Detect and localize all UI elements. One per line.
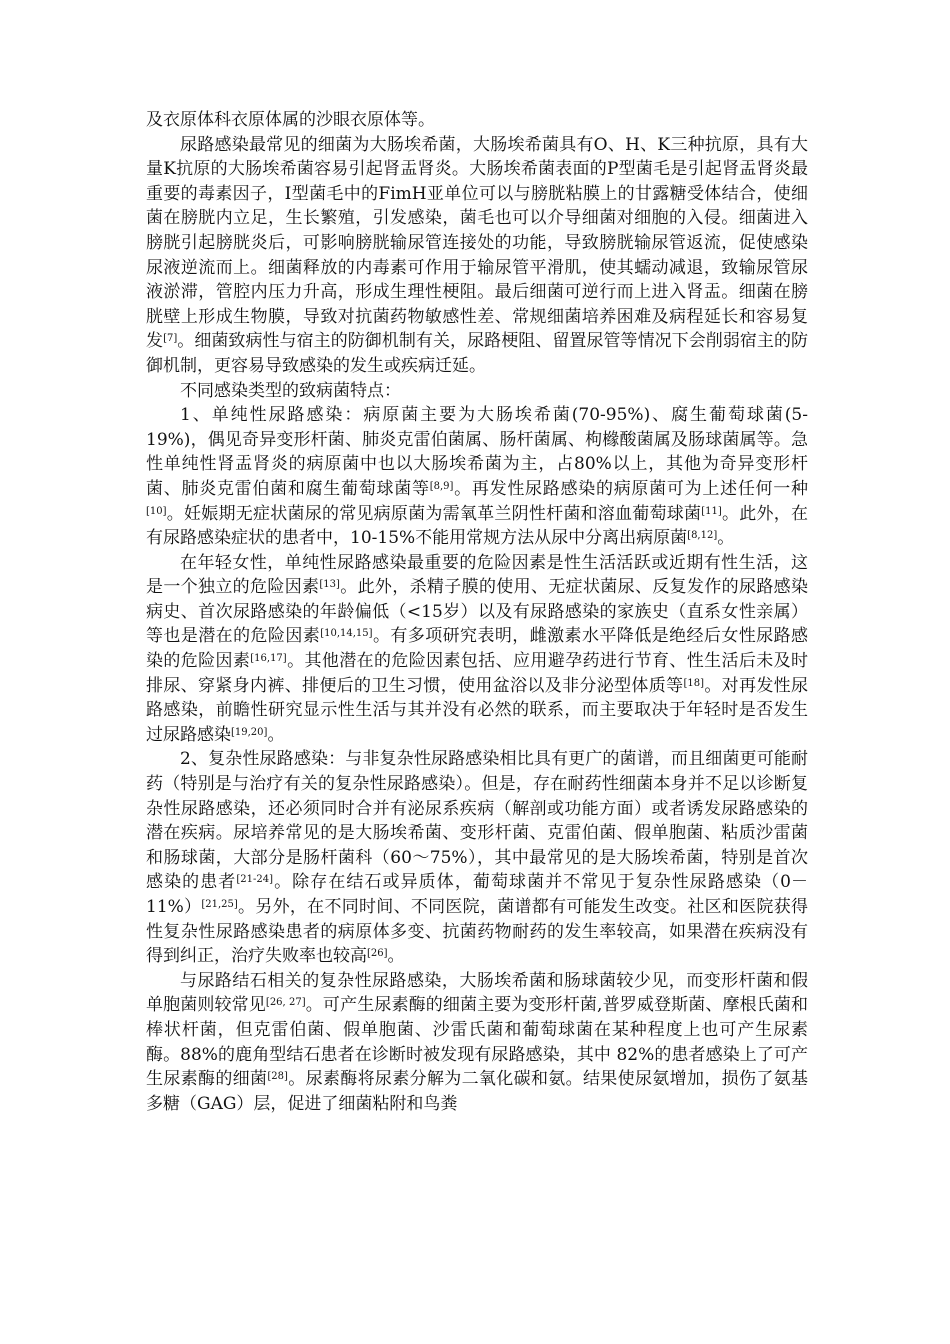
paragraph-pathogen-types-heading: 不同感染类型的致病菌特点： [180,380,401,401]
citation-reference: [28] [267,1071,288,1083]
citation-reference: [21-24] [236,874,274,886]
citation-reference: [26, 27] [265,997,306,1009]
paragraph-e-coli-pathogenesis: 尿路感染最常见的细菌为大肠埃希菌，大肠埃希菌具有O、H、K三种抗原，具有大量K抗原的大肠埃希菌容易引起肾盂肾炎。大肠埃希菌表面的P型菌毛是引起肾盂肾炎最重要的毒素因子，Ⅰ型菌毛中的FimH亚单位可以与膀胱粘膜上的甘露糖受体结合，使细菌在膀胱内立足，生长繁殖，引发感染，菌毛也可以介导细菌对细胞的入侵。细菌进入膀胱引起膀胱炎后，可影响膀胱输尿管连接处的功能，导致膀胱输尿管返流，促使感染尿液逆流而上。细菌释放的内毒素可作用于输尿管平滑肌，使其蠕动减退，致输尿管尿液淤滞，管腔内压力升高，形成生理性梗阻。最后细菌可逆行而上进入肾盂。细菌在膀胱壁上形成生物膜，导致对抗菌药物敏感性差、常规细菌培养困难及病程延长和容易复发[7]。细菌致病性与宿主的防御机制有关，尿路梗阻、留置尿管等情况下会削弱宿主的防御机制，更容易导致感染的发生或疾病迁延。 [146,134,809,376]
citation-reference: [7] [163,333,178,345]
citation-reference: [13] [319,579,340,591]
citation-reference: [19,20] [231,726,268,738]
citation-reference: [8,9] [429,480,454,492]
citation-reference: [8,12] [687,530,718,542]
citation-reference: [16,17] [250,653,287,665]
citation-reference: [11] [701,505,722,517]
paragraph-complicated-uti: 2、复杂性尿路感染：与非复杂性尿路感染相比具有更广的菌谱，而且细菌更可能耐药（特别是与治疗有关的复杂性尿路感染）。但是，存在耐药性细菌本身并不足以诊断复杂性尿路感染，还必须同时合并有泌尿系疾病（解剖或功能方面）或者诱发尿路感染的潜在疾病。尿培养常见的是大肠埃希菌、变形杆菌、克雷伯菌、假单胞菌、粘质沙雷菌和肠球菌，大部分是肠杆菌科（60～75%），其中最常见的是大肠埃希菌，特别是首次感染的患者[21-24]。除存在结石或异质体，葡萄球菌并不常见于复杂性尿路感染（0－11%）[21,25]。另外，在不同时间、不同医院，菌谱都有可能发生改变。社区和医院获得性复杂性尿路感染患者的病原体多变、抗菌药物耐药的发生率较高，如果潜在疾病没有得到纠正，治疗失败率也较高[26]。 [146,749,808,967]
paragraph-continuation: 及衣原体科衣原体属的沙眼衣原体等。 [146,110,435,130]
citation-reference: [18] [683,677,704,689]
paragraph-uncomplicated-uti: 1、单纯性尿路感染：病原菌主要为大肠埃希菌(70-95%)、腐生葡萄球菌(5-19%)，偶见奇异变形杆菌、肺炎克雷伯菌属、肠杆菌属、枸橼酸菌属及肠球菌属等。急性单纯性肾盂肾炎的病原菌中也以大肠埃希菌为主，占80%以上，其他为奇异变形杆菌、肺炎克雷伯菌和腐生葡萄球菌等[8,9]。再发性尿路感染的病原菌可为上述任何一种[10]。妊娠期无症状菌尿的常见病原菌为需氧革兰阴性杆菌和溶血葡萄球菌[11]。此外，在有尿路感染症状的患者中，10-15%不能用常规方法从尿中分离出病原菌[8,12]。 [146,405,809,549]
citation-reference: [10,14,15] [320,628,373,640]
document-page [146,108,808,1116]
citation-reference: [21,25] [201,899,238,910]
citation-reference: [10] [146,505,167,517]
paragraph-stone-related-uti: 与尿路结石相关的复杂性尿路感染，大肠埃希菌和肠球菌较少见，而变形杆菌和假单胞菌则较常见[26, 27]。可产生尿素酶的细菌主要为变形杆菌,普罗威登斯菌、摩根氏菌和棒状杆菌，但克雷伯菌、假单胞菌、沙雷氏菌和葡萄球菌在某种程度上也可产生尿素酶。88%的鹿角型结石患者在诊断时被发现有尿路感染，其中 82%的患者感染上了可产生尿素酶的细菌[28]。尿素酶将尿素分解为二氧化碳和氨。结果使尿氨增加，损伤了氨基多糖（GAG）层，促进了细菌粘附和鸟粪 [146,970,809,1114]
paragraph-risk-factors: 在年轻女性，单纯性尿路感染最重要的危险因素是性生活活跃或近期有性生活，这是一个独立的危险因素[13]。此外，杀精子膜的使用、无症状菌尿、反复发作的尿路感染病史、首次尿路感染的年龄偏低（<15岁）以及有尿路感染的家族史（直系女性亲属）等也是潜在的危险因素[10,14,15]。有多项研究表明，雌激素水平降低是绝经后女性尿路感染的危险因素[16,17]。其他潜在的危险因素包括、应用避孕药进行节育、性生活后未及时排尿、穿紧身内裤、排便后的卫生习惯，使用盆浴以及非分泌型体质等[18]。对再发性尿路感染，前瞻性研究显示性生活与其并没有必然的联系，而主要取决于年轻时是否发生过尿路感染[19,20]。 [146,552,809,745]
citation-reference: [26] [367,948,388,960]
